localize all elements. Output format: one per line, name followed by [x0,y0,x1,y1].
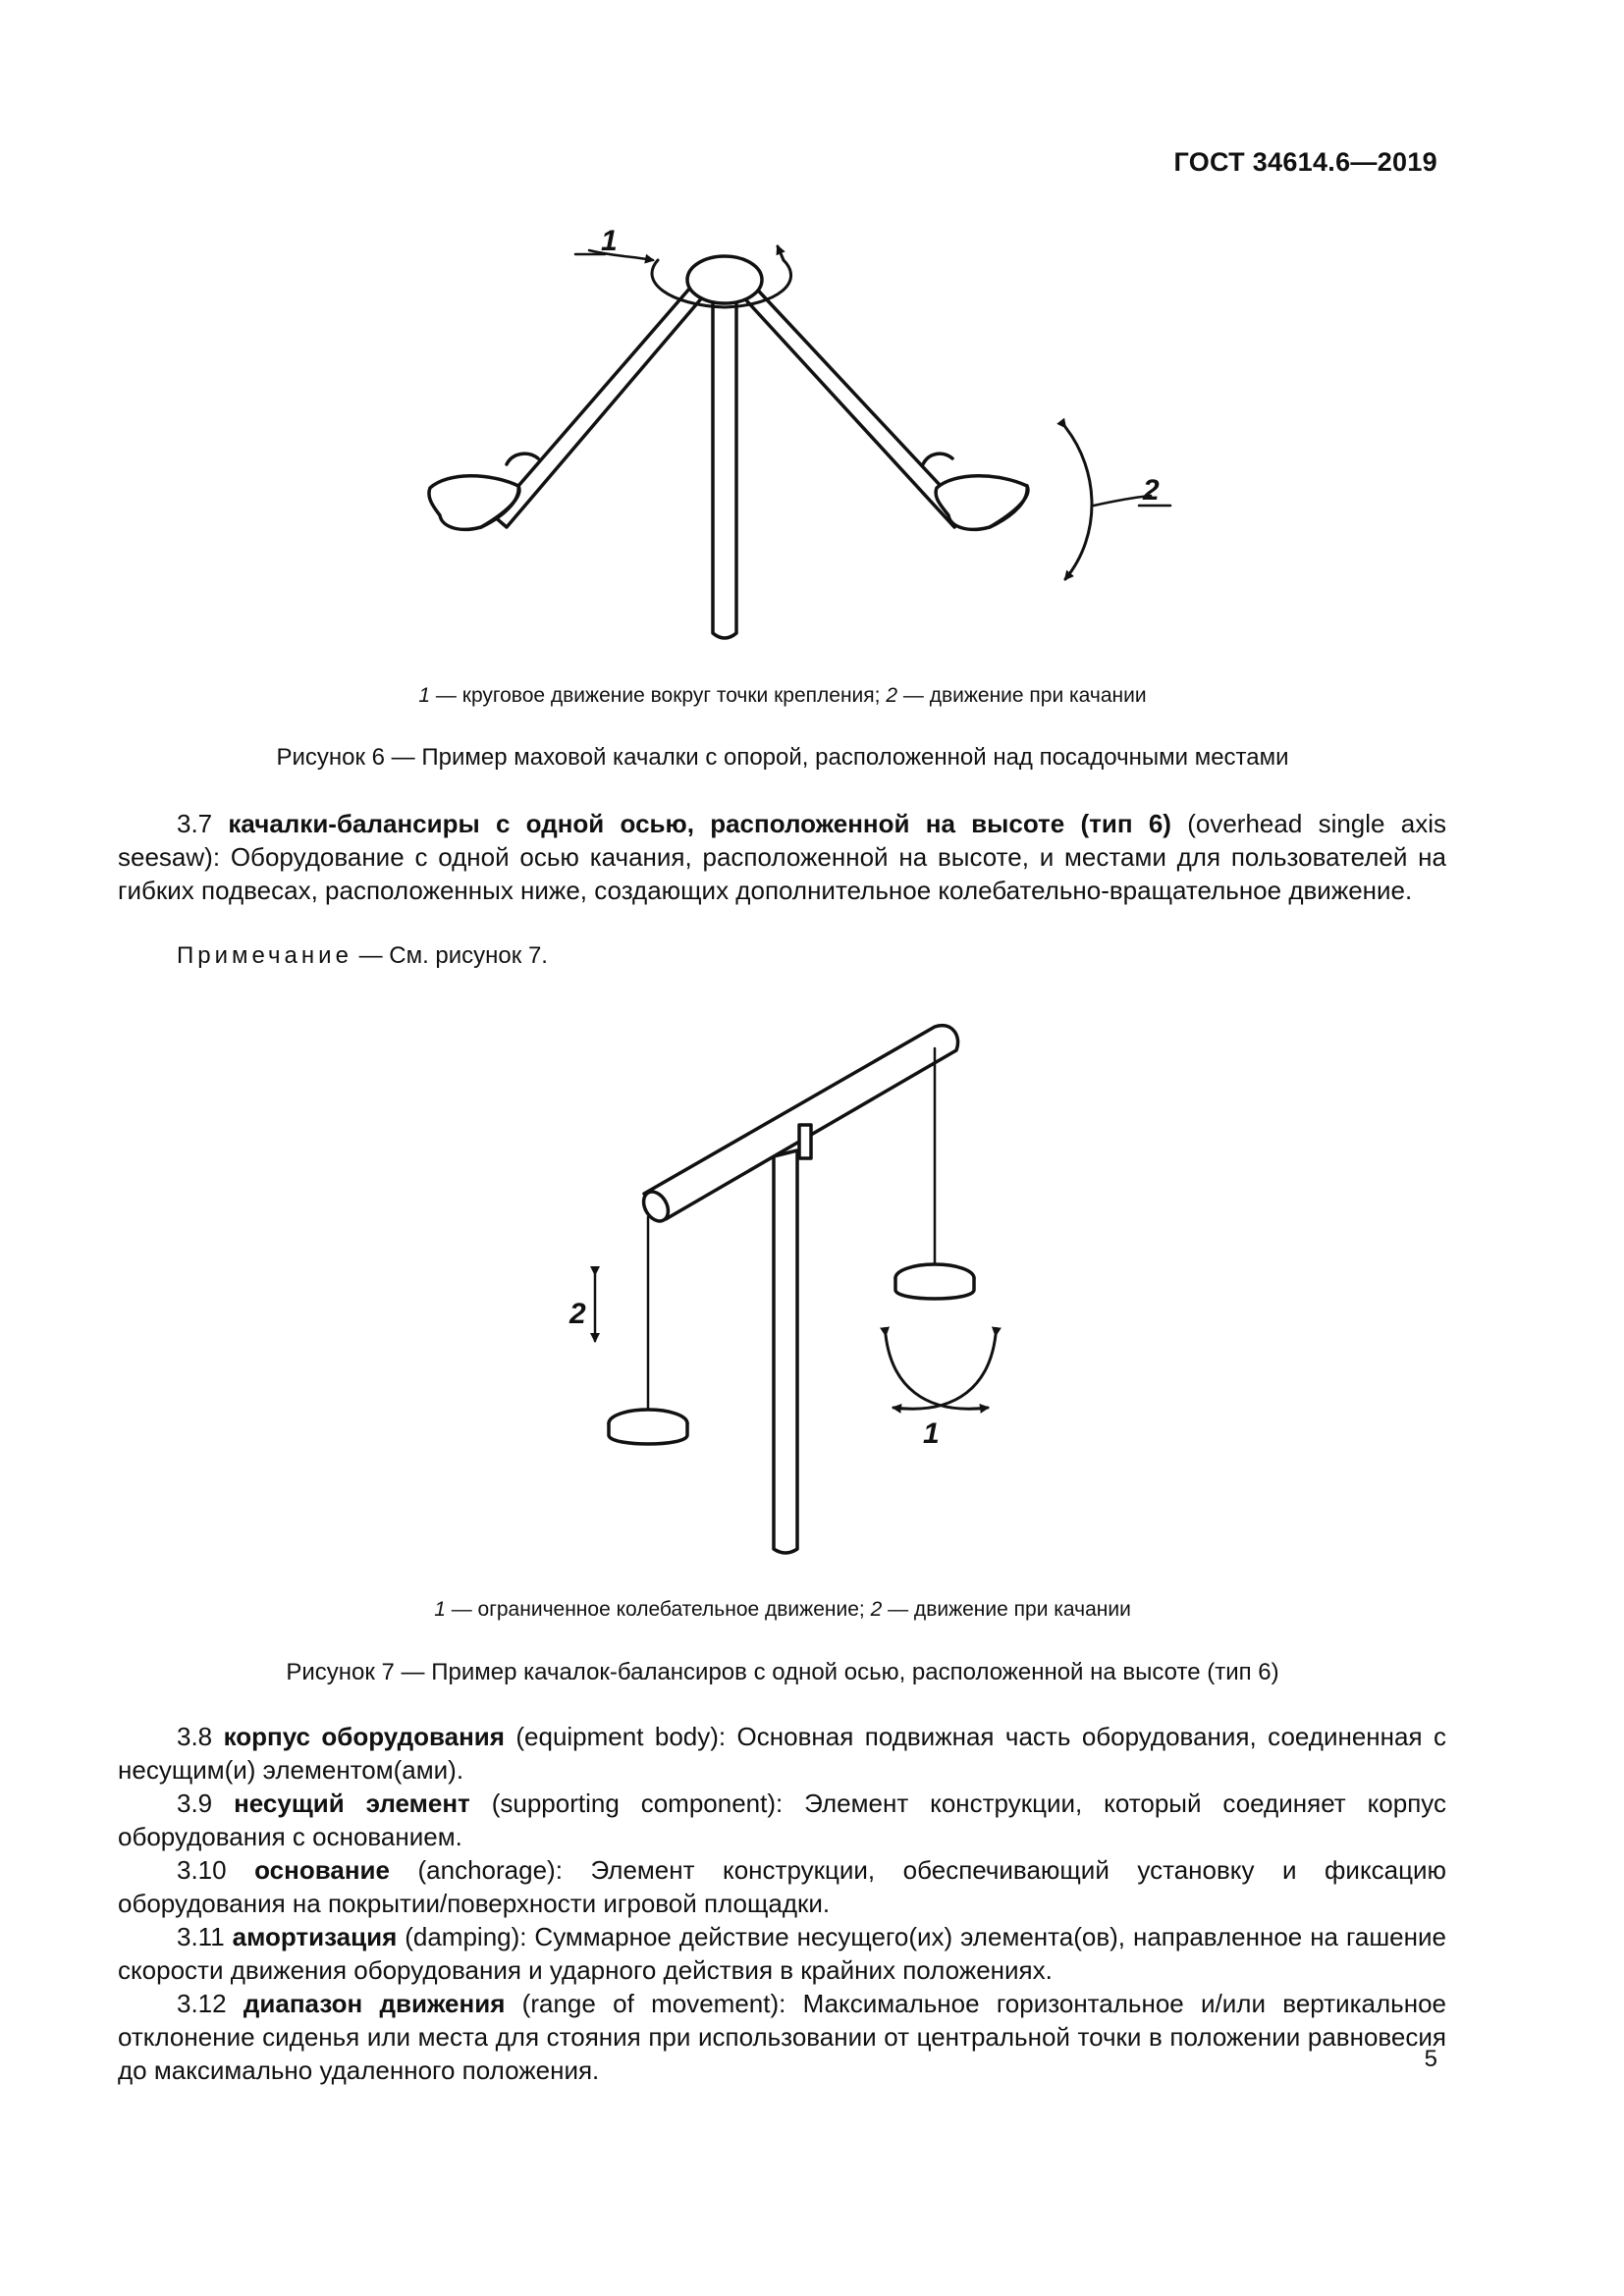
definition-3-11 [118,1920,1446,1987]
rotation-hub [687,256,762,303]
legend-text: — движение при качании [897,684,1147,707]
definition-term: основание [254,1855,390,1885]
right-handle [923,454,952,464]
definition-term: несущий элемент [234,1789,470,1818]
legend-number: 2 [886,684,898,707]
figure-7-callout-2: 2 [569,1298,586,1330]
definition-number: 3.12 [177,1989,244,2018]
legend-text: — движение при качании [882,1598,1131,1621]
definition-3-8 [118,1720,1446,1787]
section-term: качалки-балансиры с одной осью, расположенной на высоте (тип 6) [228,809,1171,838]
definition-3-10 [118,1853,1446,1920]
definition-text: (equipment body): Основная подвижная часть оборудования, соединенная с несущим(и) элементом(ами). [118,1722,1446,1785]
standard-header: ГОСТ 34614.6—2019 [1173,147,1437,177]
pivot-bracket [799,1125,811,1158]
legend-number: 1 [434,1598,446,1621]
support-pole [713,292,736,638]
figure-6-drawing [412,221,1178,653]
figure-6-callout-1: 1 [601,225,618,257]
definition-term: амортизация [232,1922,398,1951]
legend-number: 2 [870,1598,883,1621]
definition-number: 3.10 [177,1855,255,1885]
note-label: Примечание [177,942,352,969]
note-text: — См. рисунок 7. [352,942,548,969]
definition-3-12 [118,1987,1446,2087]
left-arm [493,280,709,527]
right-arm [736,280,968,527]
section-number: 3.7 [177,809,229,838]
note [177,942,548,970]
definition-3-9 [118,1787,1446,1853]
left-handle [507,454,538,464]
support-pole [774,1150,797,1553]
figure-7-drawing [550,1011,1060,1561]
overhead-beam [644,1026,958,1219]
definition-number: 3.8 [177,1722,224,1751]
section-text: (overhead single axis seesaw): Оборудование с одной осью качания, расположенной на высоте, и местами для пользователей на гибких подвесах, расположенных ниже, создающих дополнительное колебательно-вращательное движение. [118,809,1446,905]
figure-6-legend [118,684,1447,708]
figure-6-caption: Рисунок 6 — Пример маховой качалки с опорой, расположенной над посадочными местами [276,744,1289,771]
legend-text: — круговое движение вокруг точки крепления; [430,684,887,707]
figure-7-caption: Рисунок 7 — Пример качалок-балансиров с одной осью, расположенной на высоте (тип 6) [286,1659,1279,1685]
page-number: 5 [1424,2046,1437,2072]
right-seat [936,476,1027,530]
legend-text: — ограниченное колебательное движение; [445,1598,871,1621]
definition-term: корпус оборудования [223,1722,505,1751]
definition-text: (anchorage): Элемент конструкции, обеспечивающий установку и фиксацию оборудования на покрытии/поверхности игровой площадки. [118,1855,1447,1918]
figure-7-legend [118,1598,1447,1622]
section-3-7 [118,807,1446,907]
definition-number: 3.11 [177,1922,233,1951]
definition-text: (damping): Суммарное действие несущего(их) элемента(ов), направленное на гашение скорости движения оборудования и ударного действия в крайних положениях. [118,1922,1446,1985]
definitions-list [118,1720,1446,2087]
figure-7-callout-1: 1 [923,1417,940,1450]
legend-number: 1 [418,684,431,707]
figure-6-callout-2: 2 [1143,474,1160,507]
definition-text: (range of movement): Максимальное горизонтальное и/или вертикальное отклонение сиденья или места для стояния при использовании от центральной точки в положении равновесия до максимально удаленного положения. [118,1989,1446,2085]
definition-number: 3.9 [177,1789,235,1818]
definition-term: диапазон движения [243,1989,506,2018]
definition-text: (supporting component): Элемент конструкции, который соединяет корпус оборудования с основанием. [118,1789,1446,1851]
